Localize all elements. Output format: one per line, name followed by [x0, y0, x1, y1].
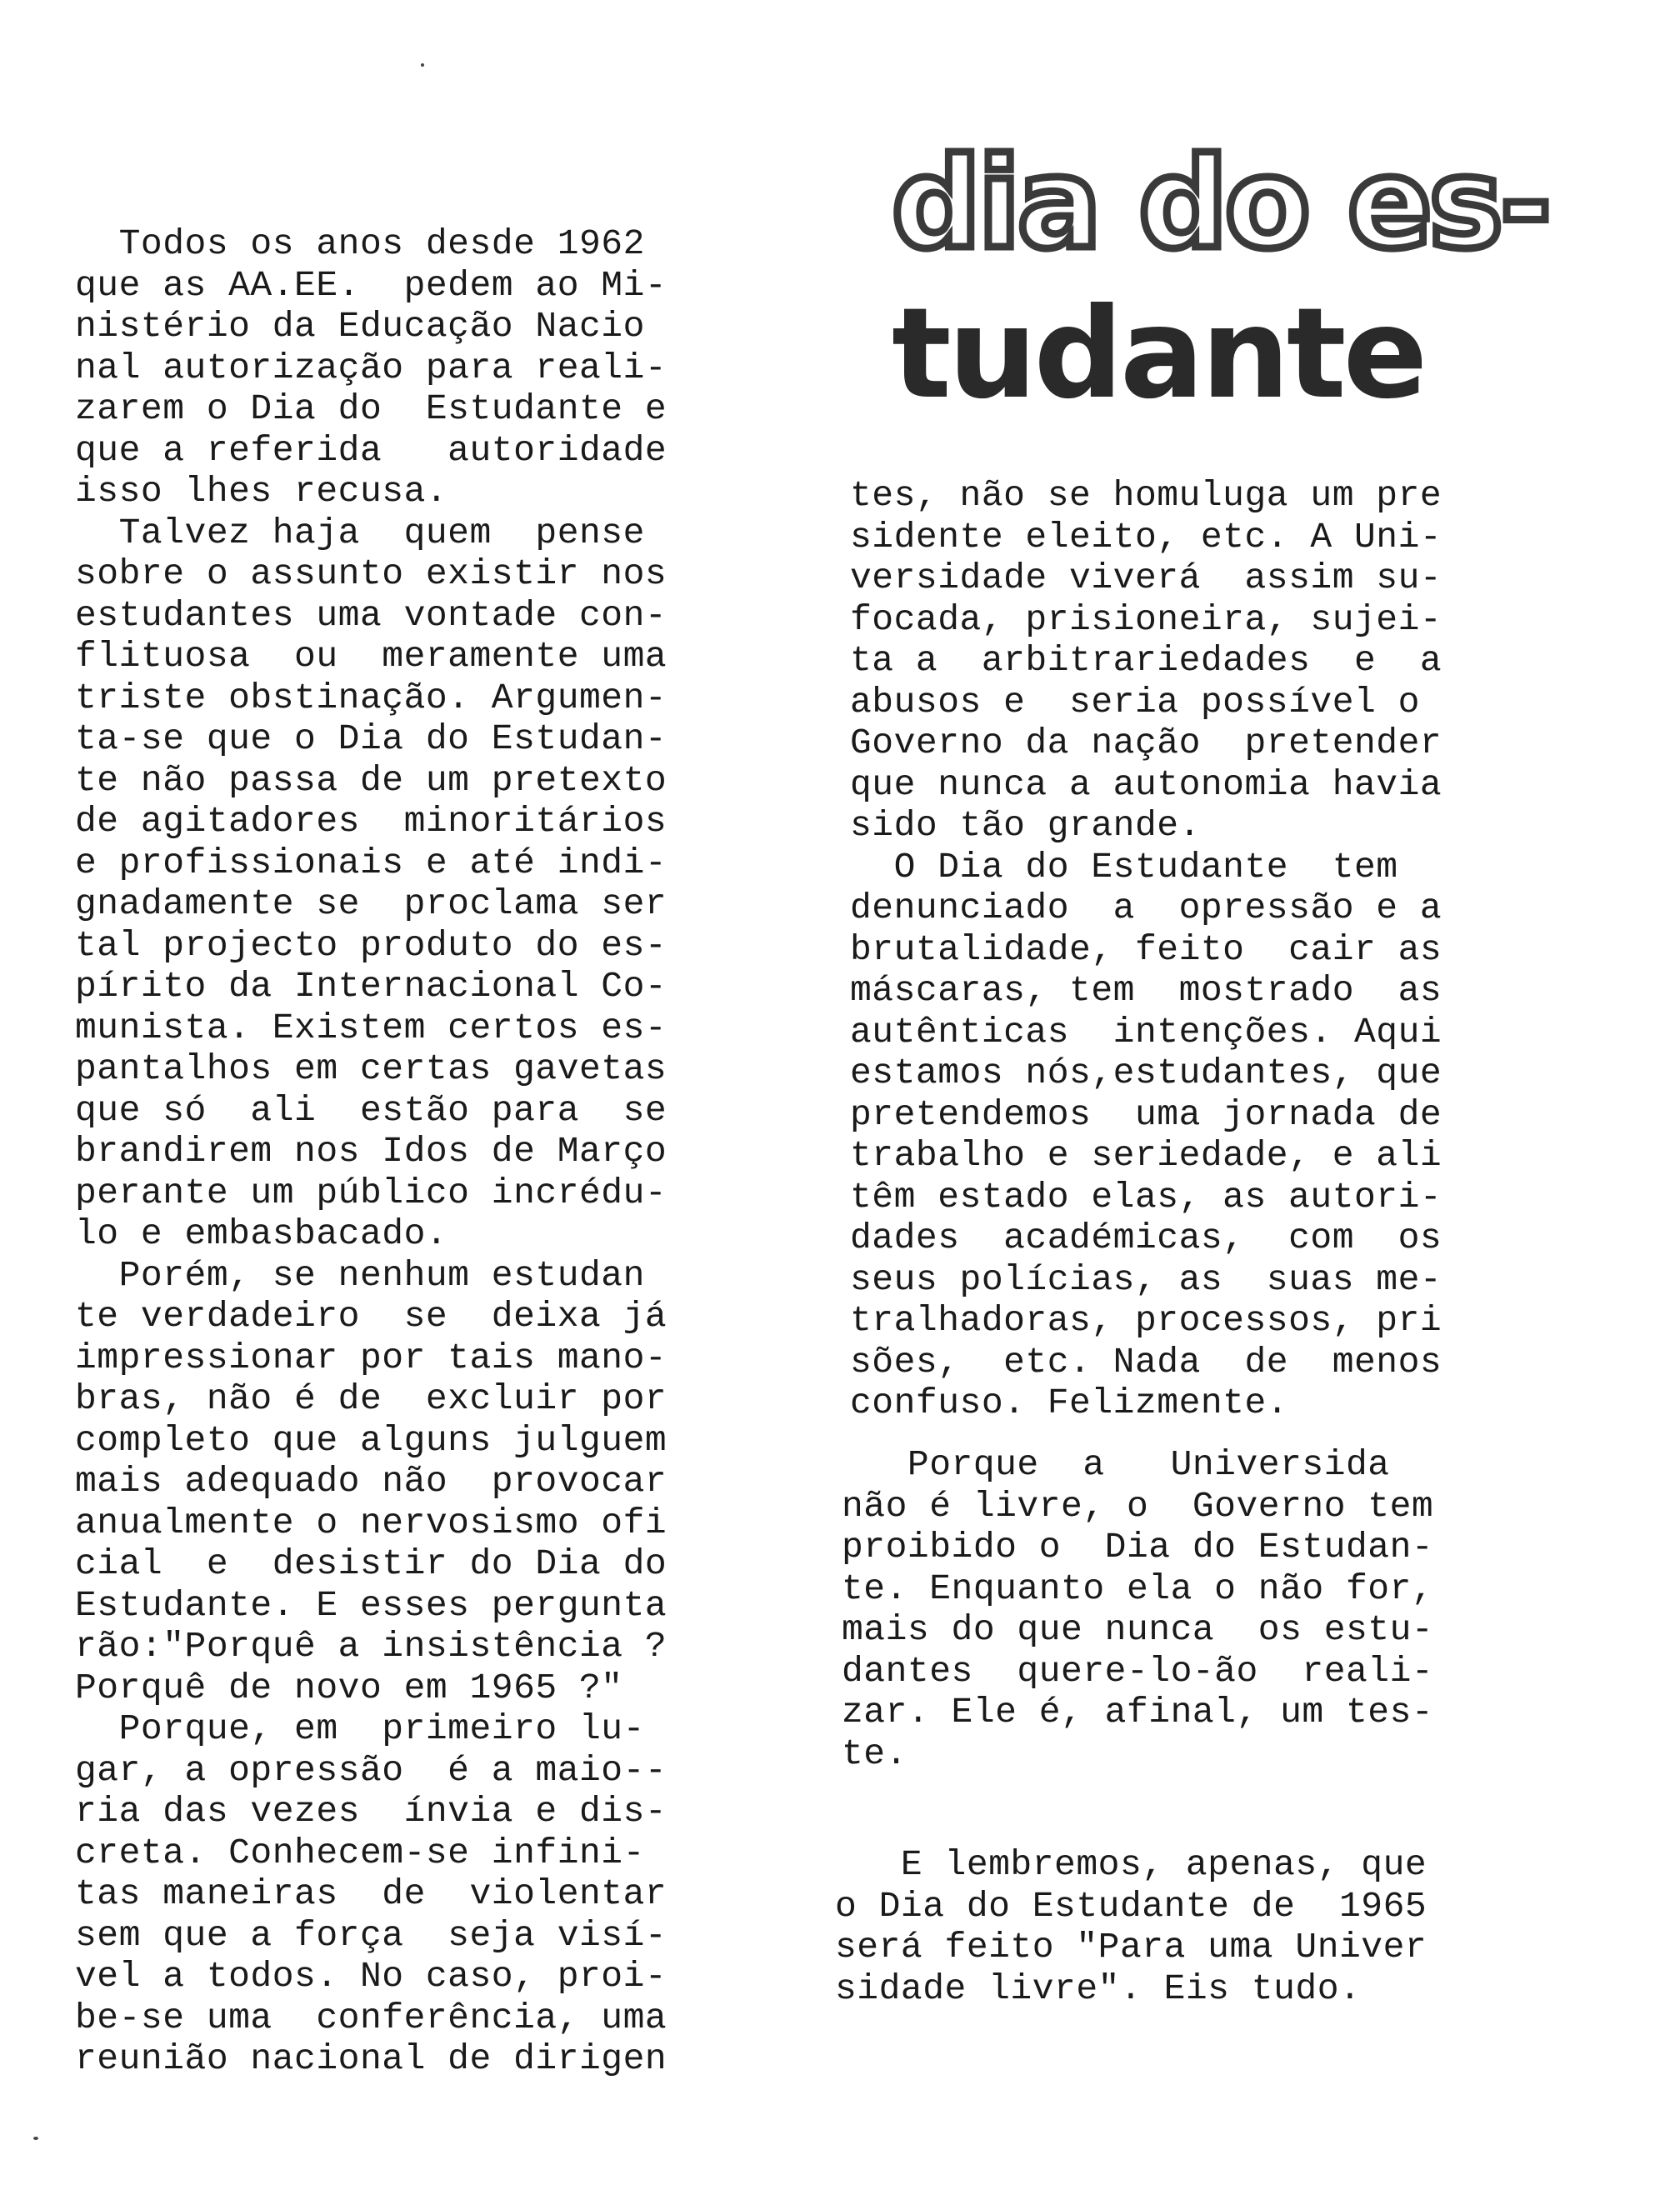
text-line: Porquê de novo em 1965 ?" — [75, 1667, 623, 1708]
text-line: que nunca a autonomia havia — [850, 763, 1442, 805]
text-line: rão:"Porquê a insistência ? — [75, 1626, 668, 1667]
text-line: ta a arbitrariedades e a — [850, 640, 1442, 681]
text-line: tas maneiras de violentar — [75, 1873, 668, 1914]
text-line: te. Enquanto ela o não for, — [842, 1568, 1434, 1609]
text-line: mais do que nunca os estu- — [842, 1609, 1434, 1650]
text-line: sem que a força seja visí- — [75, 1914, 668, 1956]
text-line: sidade livre". Eis tudo. — [835, 1968, 1362, 2009]
text-line: te. — [842, 1732, 908, 1774]
text-line: Talvez haja quem pense — [75, 512, 645, 553]
right-text-column-end — [835, 1844, 1535, 2009]
text-line: Porém, se nenhum estudan — [75, 1254, 645, 1296]
text-line: perante um público incrédu- — [75, 1172, 668, 1213]
text-line: reunião nacional de dirigen — [75, 2038, 668, 2079]
text-line: impressionar por tais mano- — [75, 1337, 668, 1378]
headline-line-1: dia do es- — [892, 132, 1549, 277]
text-line: têm estado elas, as autori- — [850, 1176, 1442, 1218]
text-line: que só ali estão para se — [75, 1089, 668, 1131]
text-line: confuso. Felizmente. — [850, 1382, 1289, 1423]
text-line: tes, não se homuluga um pre — [850, 475, 1442, 516]
text-line: sobre o assunto existir nos — [75, 553, 668, 594]
text-line: dantes quere-lo-ão reali- — [842, 1650, 1434, 1692]
right-text-column-middle — [842, 1444, 1542, 1774]
text-line: focada, prisioneira, sujei- — [850, 598, 1442, 640]
text-line: te não passa de um pretexto — [75, 759, 668, 801]
text-line: Porque, em primeiro lu- — [75, 1708, 645, 1749]
text-line: brutalidade, feito cair as — [850, 928, 1442, 970]
text-line: nistério da Educação Nacio — [75, 306, 645, 347]
ink-speck — [421, 63, 424, 67]
text-line: que a referida autoridade — [75, 429, 668, 471]
text-line: E lembremos, apenas, que — [835, 1844, 1428, 1885]
text-line: será feito "Para uma Univer — [835, 1927, 1428, 1968]
left-text-column — [75, 223, 775, 2080]
text-line: e profissionais e até indi- — [75, 842, 668, 883]
text-line: autênticas intenções. Aqui — [850, 1011, 1442, 1052]
text-line: zarem o Dia do Estudante e — [75, 388, 668, 429]
headline-line-2: tudante — [892, 282, 1425, 427]
text-line: cial e desistir do Dia do — [75, 1543, 668, 1584]
text-line: bras, não é de excluir por — [75, 1378, 668, 1419]
text-line: sido tão grande. — [850, 805, 1201, 846]
text-line: creta. Conhecem-se infini- — [75, 1832, 645, 1873]
right-text-column-top — [850, 475, 1550, 1424]
text-line: triste obstinação. Argumen- — [75, 677, 668, 718]
text-line: que as AA.EE. pedem ao Mi- — [75, 264, 668, 306]
text-line: sões, etc. Nada de menos — [850, 1341, 1442, 1382]
text-line: brandirem nos Idos de Março — [75, 1131, 668, 1172]
ink-speck — [33, 2137, 38, 2140]
text-line: abusos e seria possível o — [850, 681, 1420, 722]
text-line: Governo da nação pretender — [850, 722, 1442, 763]
text-line: isso lhes recusa. — [75, 471, 448, 512]
text-line: Todos os anos desde 1962 — [75, 223, 645, 264]
text-line: dades académicas, com os — [850, 1218, 1442, 1258]
text-line: estamos nós,estudantes, que — [850, 1052, 1442, 1093]
text-line: Porque a Universida — [842, 1444, 1390, 1485]
text-line: versidade viverá assim su- — [850, 558, 1442, 598]
text-line: de agitadores minoritários — [75, 801, 668, 842]
text-line: denunciado a opressão e a — [850, 888, 1442, 928]
text-line: tal projecto produto do es- — [75, 924, 668, 966]
text-line: munista. Existem certos es- — [75, 1007, 668, 1048]
text-line: ria das vezes ínvia e dis- — [75, 1791, 668, 1832]
text-line: sidente eleito, etc. A Uni- — [850, 516, 1442, 558]
text-line: mais adequado não provocar — [75, 1461, 668, 1502]
text-line: Estudante. E esses pergunta — [75, 1584, 668, 1626]
text-line: seus polícias, as suas me- — [850, 1258, 1442, 1300]
text-line: anualmente o nervosismo ofi — [75, 1502, 668, 1543]
text-line: lo e embasbacado. — [75, 1213, 448, 1254]
text-line: gar, a opressão é a maio-- — [75, 1749, 668, 1791]
text-line: não é livre, o Governo tem — [842, 1485, 1434, 1527]
text-line: completo que alguns julguem — [75, 1419, 668, 1461]
text-line: tralhadoras, processos, pri — [850, 1300, 1442, 1341]
text-line: pírito da Internacional Co- — [75, 966, 668, 1007]
text-line: pantalhos em certas gavetas — [75, 1048, 668, 1089]
text-line: vel a todos. No caso, proi- — [75, 1956, 668, 1997]
text-line: nal autorização para reali- — [75, 347, 668, 388]
text-line: o Dia do Estudante de 1965 — [835, 1885, 1428, 1927]
text-line: trabalho e seriedade, e ali — [850, 1135, 1442, 1176]
text-line: pretendemos uma jornada de — [850, 1093, 1442, 1135]
text-line: ta-se que o Dia do Estudan- — [75, 718, 668, 759]
text-line: be-se uma conferência, uma — [75, 1997, 668, 2038]
text-line: te verdadeiro se deixa já — [75, 1296, 668, 1337]
text-line: zar. Ele é, afinal, um tes- — [842, 1692, 1434, 1732]
text-line: O Dia do Estudante tem — [850, 846, 1398, 888]
text-line: flituosa ou meramente uma — [75, 636, 668, 677]
text-line: estudantes uma vontade con- — [75, 594, 668, 636]
text-line: proibido o Dia do Estudan- — [842, 1527, 1434, 1568]
text-line: máscaras, tem mostrado as — [850, 970, 1442, 1011]
text-line: gnadamente se proclama ser — [75, 883, 668, 924]
